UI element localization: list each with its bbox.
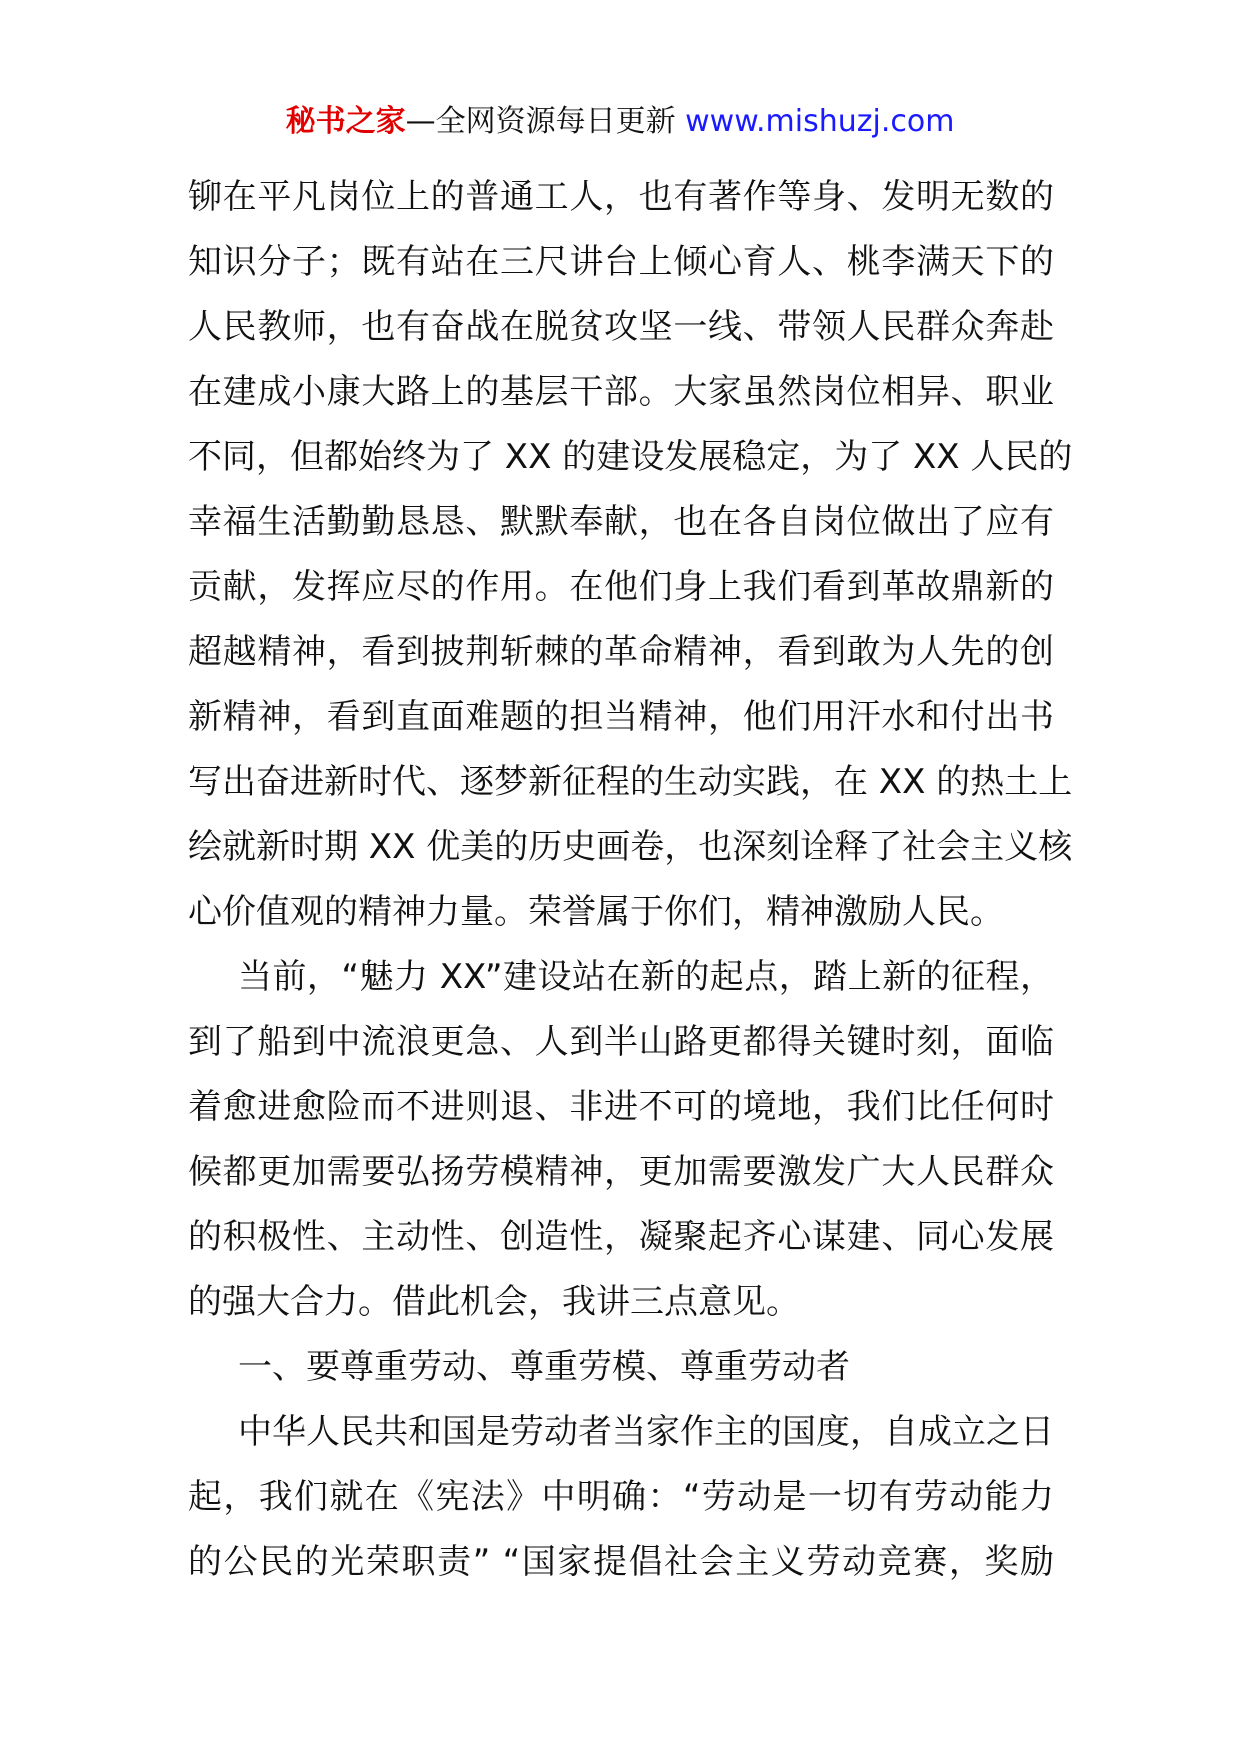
text-line: 铆在平凡岗位上的普通工人，也有著作等身、发明无数的 (188, 177, 1054, 217)
header-slogan: —全网资源每日更新 (405, 104, 686, 139)
text-line: 着愈进愈险而不进则退、非进不可的境地，我们比任何时 (188, 1087, 1054, 1127)
section-heading: 一、要尊重劳动、尊重劳模、尊重劳动者 (238, 1347, 850, 1387)
paragraph-start-line: 当前，“魅力 XX”建设站在新的起点，踏上新的征程， (238, 957, 1054, 997)
text-line: 绘就新时期 XX 优美的历史画卷，也深刻诠释了社会主义核 (188, 827, 1073, 867)
brand-name: 秘书之家 (285, 104, 406, 139)
text-line: 知识分子；既有站在三尺讲台上倾心育人、桃李满天下的 (188, 242, 1054, 282)
paragraph-end-line: 心价值观的精神力量。荣誉属于你们，精神激励人民。 (188, 892, 1004, 932)
text-line: 在建成小康大路上的基层干部。大家虽然岗位相异、职业 (188, 372, 1054, 412)
paragraph-start-line: 中华人民共和国是劳动者当家作主的国度，自成立之日 (238, 1412, 1054, 1452)
text-line: 到了船到中流浪更急、人到半山路更都得关键时刻，面临 (188, 1022, 1054, 1062)
text-line: 不同，但都始终为了 XX 的建设发展稳定，为了 XX 人民的 (188, 437, 1073, 477)
text-line: 候都更加需要弘扬劳模精神，更加需要激发广大人民群众 (188, 1152, 1054, 1192)
document-body (188, 165, 1073, 1595)
text-line: 贡献，发挥应尽的作用。在他们身上我们看到革故鼎新的 (188, 567, 1054, 607)
page-header (0, 100, 1240, 144)
text-line: 的积极性、主动性、创造性，凝聚起齐心谋建、同心发展 (188, 1217, 1054, 1257)
text-line: 起，我们就在《宪法》中明确：“劳动是一切有劳动能力 (188, 1477, 1054, 1517)
paragraph-end-line: 的强大合力。借此机会，我讲三点意见。 (188, 1282, 800, 1322)
text-line: 人民教师，也有奋战在脱贫攻坚一线、带领人民群众奔赴 (188, 307, 1054, 347)
site-url[interactable]: www.mishuzj.com (685, 104, 955, 139)
text-line: 写出奋进新时代、逐梦新征程的生动实践，在 XX 的热土上 (188, 762, 1073, 802)
text-line: 新精神，看到直面难题的担当精神，他们用汗水和付出书 (188, 697, 1054, 737)
text-line: 超越精神，看到披荆斩棘的革命精神，看到敢为人先的创 (188, 632, 1054, 672)
text-line: 幸福生活勤勤恳恳、默默奉献，也在各自岗位做出了应有 (188, 502, 1054, 542)
text-line: 的公民的光荣职责” “国家提倡社会主义劳动竞赛，奖励 (188, 1542, 1054, 1582)
